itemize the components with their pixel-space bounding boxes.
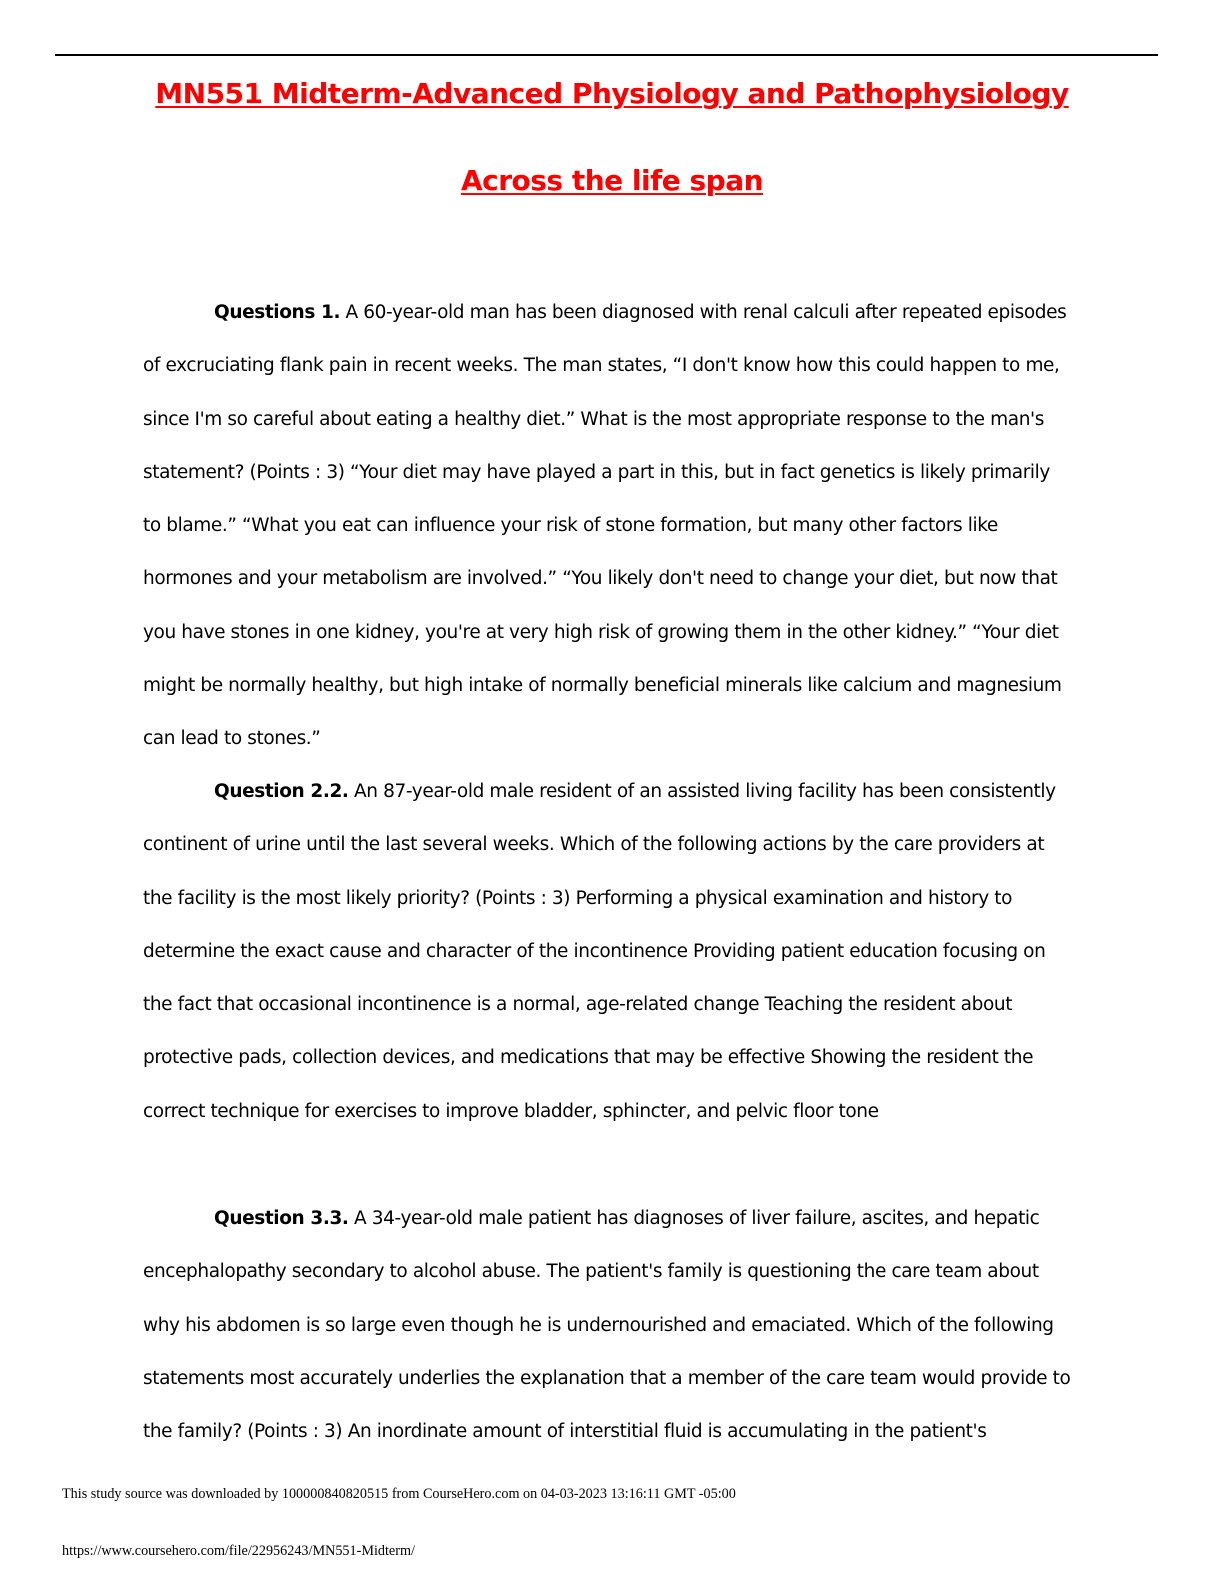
question-1-paragraph xyxy=(143,286,1073,766)
question-3-text: A 34-year-old male patient has diagnoses of liver failure, ascites, and hepatic encephalopathy secondary to alcohol abuse. The patient's family is questioning the care team about why his abdomen is so large even though he is undernourished and emaciated. Which of the following statements most accurately underlies the explanation that a member of the care team would provide to the family? (Points : 3) An inordinate amount of interstitial fluid is accumulating in the patient's xyxy=(143,1208,1071,1443)
document-title-line-1: MN551 Midterm-Advanced Physiology and Pathophysiology xyxy=(155,77,1069,110)
question-3-block xyxy=(143,1192,1073,1458)
question-2-block xyxy=(143,765,1073,1138)
source-url-link[interactable]: https://www.coursehero.com/file/22956243/MN551-Midterm/ xyxy=(62,1543,415,1559)
question-2-label: Question 2.2. xyxy=(214,781,349,802)
question-3-label: Question 3.3. xyxy=(214,1208,349,1229)
top-horizontal-rule xyxy=(55,54,1158,56)
question-1-label: Questions 1. xyxy=(214,302,341,323)
question-2-text: An 87-year-old male resident of an assisted living facility has been consistently continent of urine until the last several weeks. Which of the following actions by the care providers at the facility is the most likely priority? (Points : 3) Performing a physical examination and history to determine the exact cause and character of the incontinence Providing patient education focusing on the fact that occasional incontinence is a normal, age-related change Teaching the resident about protective pads, collection devices, and medications that may be effective Showing the resident the correct technique for exercises to improve bladder, sphincter, and pelvic floor tone xyxy=(143,781,1056,1122)
question-1-block xyxy=(143,286,1073,766)
question-3-paragraph xyxy=(143,1192,1073,1458)
question-1-text: A 60-year-old man has been diagnosed with renal calculi after repeated episodes of excruciating flank pain in recent weeks. The man states, “I don't know how this could happen to me, since I'm so careful about eating a healthy diet.” What is the most appropriate response to the man's statement? (Points : 3) “Your diet may have played a part in this, but in fact genetics is likely primarily to blame.” “What you eat can influence your risk of stone formation, but many other factors like hormones and your metabolism are involved.” “You likely don't need to change your diet, but now that you have stones in one kidney, you're at very high risk of growing them in the other kidney.” “Your diet might be normally healthy, but high intake of normally beneficial minerals like calcium and magnesium can lead to stones.” xyxy=(143,302,1067,750)
download-source-notice: This study source was downloaded by 100000840820515 from CourseHero.com on 04-03-2023 13:16:11 GMT -05:00 xyxy=(62,1486,736,1502)
question-2-paragraph xyxy=(143,765,1073,1138)
document-title-line-2: Across the life span xyxy=(460,164,764,197)
